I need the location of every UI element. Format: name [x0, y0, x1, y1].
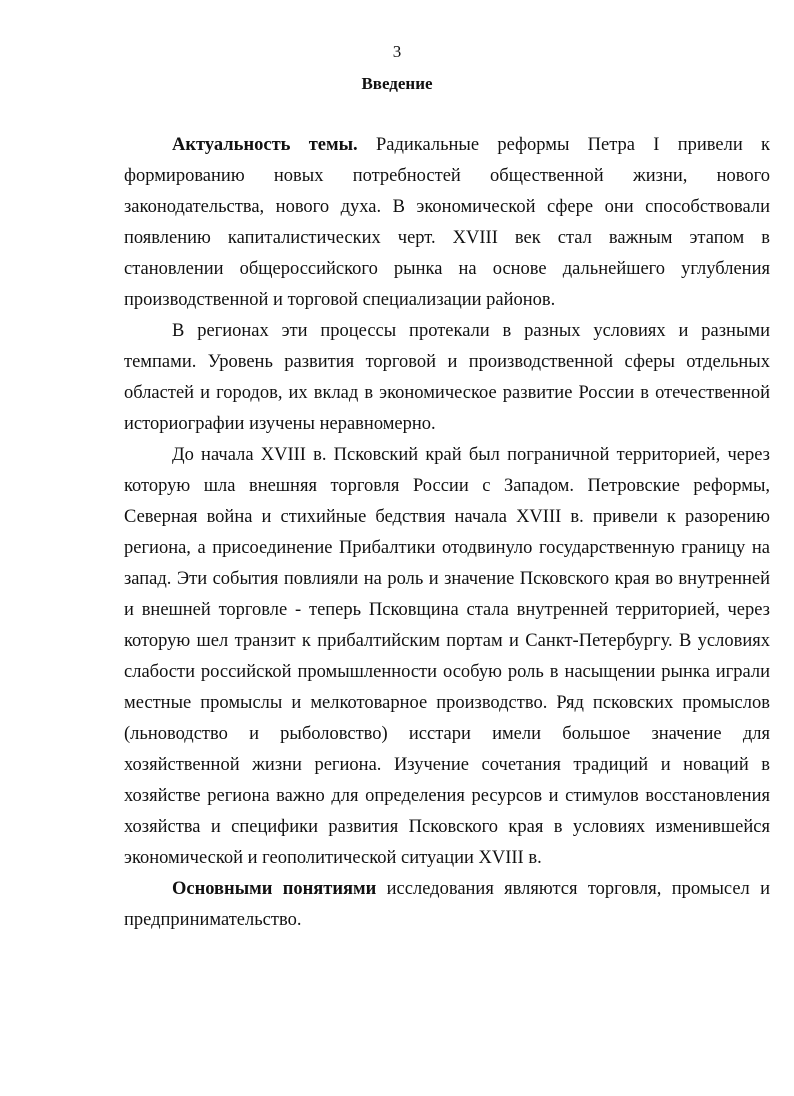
page-number: 3 [392, 42, 402, 61]
paragraph-concepts [124, 874, 770, 936]
paragraph-text-pskov: До начала XVIII в. Псковский край был пограничной территорией, через которую шла внешняя торговля России с Западом. Петровские реформы, Северная война и стихийные бедствия начала XVIII в. привели к разорению региона, а присоединение Прибалтики отодвинуло государственную границу на запад. Эти события повлияли на роль и значение Псковского края во внутренней и внешней торговле - теперь Псковщина стала внутренней территорией, через которую шел транзит к прибалтийским портам и Санкт-Петербургу. В условиях слабости российской промышленности особую роль в насыщении рынка играли местные промыслы и мелкотоварное производство. Ряд псковских промыслов (льноводство и рыболовство) исстари имели большое значение для хозяйственной жизни региона. Изучение сочетания традиций и новаций в хозяйстве региона важно для определения ресурсов и стимулов восстановления хозяйства и специфики развития Псковского края в условиях изменившейся экономической и геополитической ситуации XVIII в. [124, 445, 770, 868]
paragraph-text-regions: В регионах эти процессы протекали в разных условиях и разными темпами. Уровень развития торговой и производственной сферы отдельных областей и городов, их вклад в экономическое развитие России в отечественной историографии изучены неравномерно. [124, 321, 770, 434]
paragraph-pskov [124, 440, 770, 874]
paragraph-lead-relevance: Актуальность темы. [172, 135, 358, 155]
paragraph-regions [124, 316, 770, 440]
section-title: Введение [361, 74, 433, 93]
paragraph-text-relevance: Радикальные реформы Петра I привели к формированию новых потребностей общественной жизни, нового законодательства, нового духа. В экономической сфере они способствовали появлению капиталистических черт. XVIII век стал важным этапом в становлении общероссийского рынка на основе дальнейшего углубления производственной и торговой специализации районов. [124, 135, 770, 310]
paragraph-lead-concepts: Основными понятиями [172, 879, 377, 899]
paragraph-text-concepts: исследования являются торговля, промысел и предпринимательство. [124, 879, 771, 930]
body-text [124, 130, 770, 936]
paragraph-relevance [124, 130, 770, 316]
